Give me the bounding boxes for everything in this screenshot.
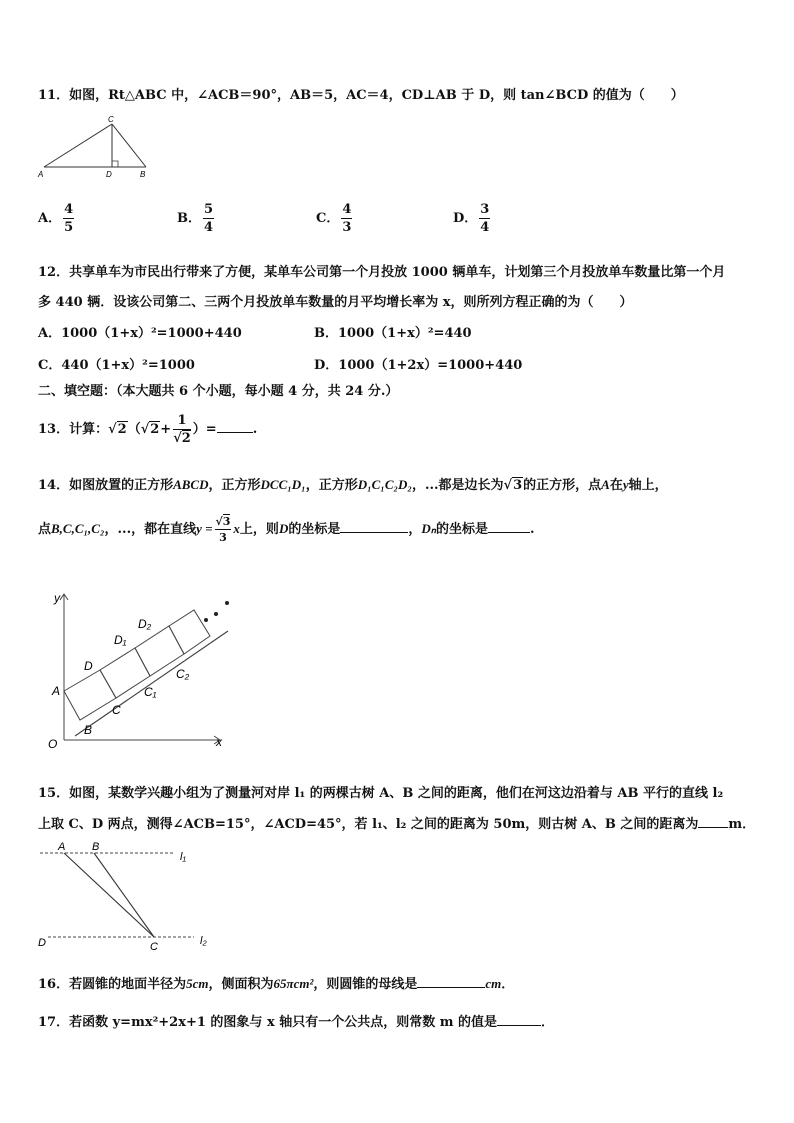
fraction: $\frac{3}{4}$ (480, 202, 490, 235)
q12-option-d[interactable]: D．1000（1+2x）=1000+440 (314, 358, 523, 373)
q11-stem: 11．如图，Rt△ABC 中，∠ACB＝90°，AB＝5，AC＝4，CD⊥AB 于 D，则 tan∠BCD 的值为（ ） (38, 88, 684, 103)
fraction: $\frac{√3}{3}$ (215, 515, 231, 544)
sqrt-2: √2 (108, 422, 127, 437)
q11-label-c: C (108, 115, 114, 124)
svg-text:y: y (54, 591, 60, 605)
fraction: $\frac{4}{5}$ (64, 202, 74, 235)
q11-label-d: D (106, 170, 112, 179)
section-title: 二、填空题：（本大题共 6 个小题，每小题 4 分，共 24 分.） (38, 384, 399, 399)
q11-option-c[interactable]: C． $\frac{4}{3}$ (316, 202, 352, 235)
answer-blank[interactable] (417, 975, 485, 988)
svg-text:D₁: D₁ (114, 633, 127, 647)
fraction: $\frac{4}{3}$ (342, 202, 352, 235)
answer-blank[interactable] (698, 815, 728, 828)
svg-text:D₂: D₂ (138, 617, 152, 631)
svg-text:l₂: l₂ (200, 935, 207, 947)
q12-option-c[interactable]: C．440（1+x）²=1000 (38, 358, 195, 373)
q15-line1: 15．如图，某数学兴趣小组为了测量河对岸 l₁ 的两棵古树 A、B 之间的距离，他们在河这边沿着与 AB 平行的直线 l₂ (38, 786, 724, 801)
svg-text:l₁: l₁ (180, 851, 186, 863)
q17: 17．若函数 y=mx²+2x+1 的图象与 x 轴只有一个公共点，则常数 m 的值是 ． (38, 1015, 555, 1030)
q15-figure (34, 838, 224, 956)
fraction: $\frac{1}{√2}$ (173, 413, 191, 446)
q13: 13．计算：√2（√2+ $\frac{1}{√2}$ ）= . (38, 413, 258, 446)
answer-blank-dn[interactable] (488, 520, 530, 533)
q14-line2: 点B,C,C₁,C₂，...，都在直线y = $\frac{√3}{3}$ x上，则D的坐标是 ，Dₙ的坐标是 . (38, 515, 535, 544)
svg-text:C: C (112, 703, 121, 717)
q11-option-a[interactable]: A． $\frac{4}{5}$ (38, 202, 74, 235)
q16: 16．若圆锥的地面半径为5cm，侧面积为65πcm²，则圆锥的母线是 cm． (38, 976, 515, 992)
answer-blank-d[interactable] (340, 520, 408, 533)
q11-label-b: B (140, 170, 146, 179)
q12-option-a[interactable]: A．1000（1+x）²=1000+440 (38, 326, 242, 341)
svg-text:A: A (52, 684, 61, 698)
svg-text:D: D (84, 659, 93, 673)
q11-label-a: A (38, 170, 44, 179)
fraction: $\frac{5}{4}$ (204, 202, 214, 235)
q11-option-b[interactable]: B． $\frac{5}{4}$ (177, 202, 214, 235)
q14-line1: 14．如图放置的正方形ABCD，正方形DCC₁D₁，正方形D₁C₁C₂D₂，...都是边长为√3的正方形，点A在y轴上， (38, 477, 668, 493)
sqrt-3: √3 (503, 478, 523, 493)
answer-blank[interactable] (497, 1013, 541, 1026)
q14-figure (40, 588, 240, 754)
q12-line2: 多 440 辆．设该公司第二、三两个月投放单车数量的月平均增长率为 x，则所列方程正确的为（ ） (38, 295, 633, 310)
svg-text:A: A (58, 841, 66, 853)
q12-option-b[interactable]: B．1000（1+x）²=440 (314, 326, 472, 341)
svg-text:C₂: C₂ (176, 667, 190, 681)
sqrt-2: √2 (140, 422, 160, 437)
q11-option-d[interactable]: D． $\frac{3}{4}$ (453, 202, 490, 235)
answer-blank[interactable] (217, 420, 253, 433)
svg-text:B: B (84, 723, 93, 737)
svg-text:D: D (38, 937, 46, 949)
svg-text:O: O (48, 737, 58, 751)
svg-text:C: C (150, 941, 158, 953)
svg-text:x: x (216, 735, 222, 749)
q15-line2: 上取 C、D 两点，测得∠ACB=15°，∠ACD=45°，若 l₁、l₂ 之间的距离为 50m，则古树 A、B 之间的距离为 m． (38, 817, 756, 832)
svg-text:B: B (92, 841, 100, 853)
q11-figure (36, 114, 152, 180)
q12-line1: 12．共享单车为市民出行带来了方便，某单车公司第一个月投放 1000 辆单车，计划第三个月投放单车数量比第一个月 (38, 265, 726, 280)
svg-text:C₁: C₁ (144, 685, 157, 699)
